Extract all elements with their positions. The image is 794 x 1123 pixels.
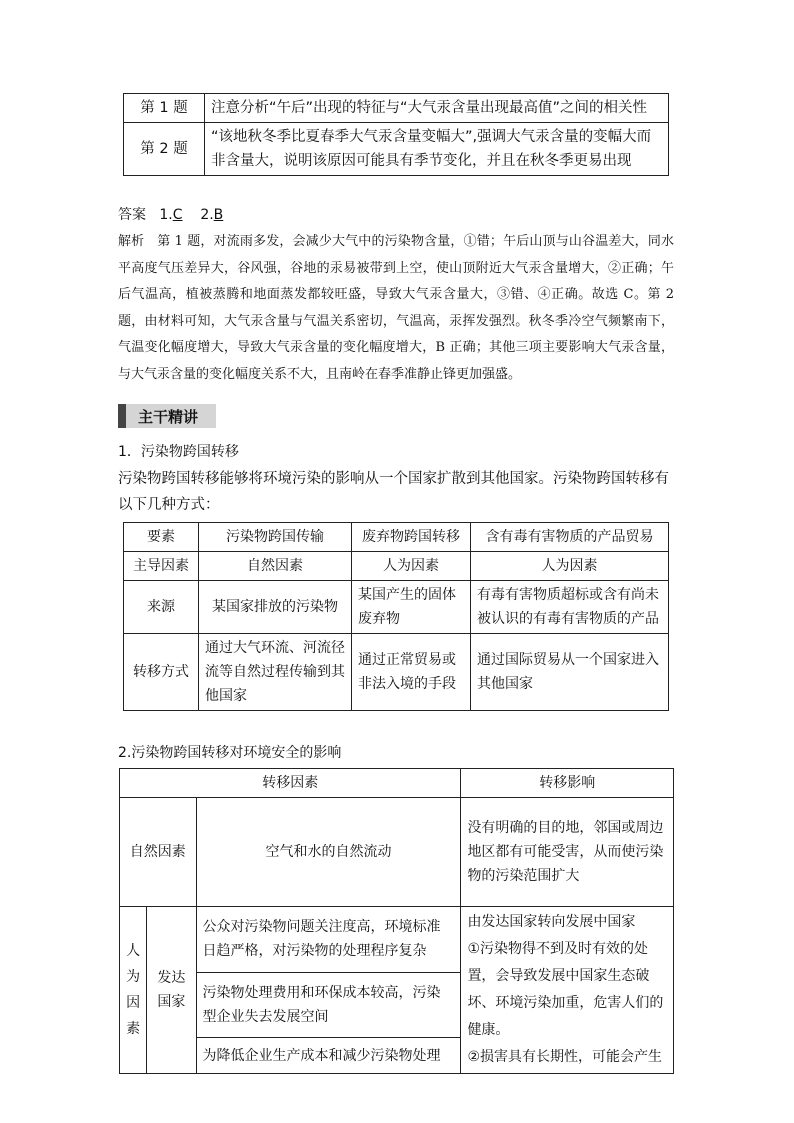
header-cell: 转移影响 <box>461 769 674 798</box>
impact-line: ①污染物得不到及时有效的处置，会导致发展中国家生态破坏、环境污染加重，危害人们的健康。 <box>467 941 664 1038</box>
answer-2-prefix: 2. <box>200 207 214 223</box>
impact-line: ②损害具有长期性，可能会产生 <box>467 1049 662 1065</box>
table-cell: 人为因素 <box>352 552 471 581</box>
header-cell: 含有毒有害物质的产品贸易 <box>471 523 669 552</box>
table-row <box>124 552 669 581</box>
hint-label: 第 1 题 <box>124 94 205 123</box>
table-row <box>124 94 669 123</box>
label-char: 因 <box>126 995 141 1011</box>
banner-title: 主干精讲 <box>138 408 199 426</box>
header-cell: 转移因素 <box>120 769 461 798</box>
table-header-row <box>124 523 669 552</box>
impact-line: 由发达国家转向发展中国家 <box>467 914 636 930</box>
table-cell: 通过国际贸易从一个国家进入其他国家 <box>471 634 669 711</box>
answer-line <box>118 204 223 224</box>
table-cell: 某国家排放的污染物 <box>199 581 352 634</box>
table-header-row <box>120 769 674 798</box>
row-label: 自然因素 <box>120 798 197 907</box>
row-label: 转移方式 <box>124 634 199 711</box>
table-cell: 空气和水的自然流动 <box>196 798 461 907</box>
analysis-paragraph <box>118 229 674 388</box>
label-char: 素 <box>126 1021 141 1037</box>
impact-cell <box>461 907 674 1074</box>
table-row <box>120 798 674 907</box>
label-char: 为 <box>126 969 141 985</box>
analysis-label: 解析 <box>118 234 145 249</box>
table-cell: 某国产生的固体废弃物 <box>352 581 471 634</box>
answer-label: 答案 <box>118 207 146 223</box>
header-cell: 要素 <box>124 523 199 552</box>
label-char: 人 <box>126 943 141 959</box>
table-row <box>124 634 669 711</box>
header-cell: 污染物跨国传输 <box>199 523 352 552</box>
hint-label: 第 2 题 <box>124 123 205 176</box>
table-row <box>120 907 674 973</box>
hint-text: 注意分析“午后”出现的特征与“大气汞含量出现最高值”之间的相关性 <box>205 94 669 123</box>
row-label: 来源 <box>124 581 199 634</box>
header-cell: 废弃物跨国转移 <box>352 523 471 552</box>
table-cell: 自然因素 <box>199 552 352 581</box>
impact-table <box>119 768 674 1074</box>
analysis-text: 第 1 题，对流雨多发，会减少大气中的污染物含量，①错；午后山顶与山谷温差大，同水平高度气压差异大，谷风强，谷地的汞易被带到上空，使山顶附近大气汞含量增大，②正确；午后气温高，植被蒸腾和地面蒸发都较旺盛，导致大气汞含量大，③错、④正确。故选 C。第 2 题，由材料可知，大气汞含量与气温关系密切，气温高，汞挥发强烈。秋冬季冷空气频繁南下，气温变化幅度增大，导致大气汞含量的变化幅度增大，B 正确；其他三项主要影响大气汞含量，与大气汞含量的变化幅度关系不大，且南岭在春季准静止锋更加强盛。 <box>118 234 674 382</box>
table-cell: 通过大气环流、河流径流等自然过程传输到其他国家 <box>199 634 352 711</box>
table-row <box>124 581 669 634</box>
row-label: 主导因素 <box>124 552 199 581</box>
table-cell: 污染物处理费用和环保成本较高，污染型企业失去发展空间 <box>196 972 461 1038</box>
table-cell: 公众对污染物问题关注度高，环境标准日趋严格，对污染物的处理程序复杂 <box>196 907 461 973</box>
section-banner <box>118 404 216 428</box>
answer-2: B <box>213 207 224 223</box>
section2-title: 2.污染物跨国转移对环境安全的影响 <box>118 745 342 761</box>
row-label-vertical <box>120 907 147 1074</box>
hint-text: “该地秋冬季比夏春季大气汞含量变幅大”,强调大气汞含量的变幅大而非含量大，说明该原因可能具有季节变化，并且在秋冬季更易出现 <box>205 123 669 176</box>
table-cell: 通过正常贸易或非法入境的手段 <box>352 634 471 711</box>
table-cell: 没有明确的目的地，邻国或周边地区都有可能受害，从而使污染物的污染范围扩大 <box>461 798 674 907</box>
table-cell: 人为因素 <box>471 552 669 581</box>
table-row <box>124 123 669 176</box>
section1-intro: 污染物跨国转移能够将环境污染的影响从一个国家扩散到其他国家。污染物跨国转移有以下几种方式： <box>118 471 669 513</box>
hint-table <box>123 93 669 176</box>
transfer-methods-table <box>123 522 669 711</box>
answer-1: C <box>172 207 183 223</box>
table-cell: 为降低企业生产成本和减少污染物处理 <box>196 1038 461 1074</box>
answer-1-prefix: 1. <box>159 207 173 223</box>
table-cell: 有毒有害物质超标或含有尚未被认识的有毒有害物质的产品 <box>471 581 669 634</box>
section1-title: 1．污染物跨国转移 <box>118 444 239 460</box>
sub-label: 发达国家 <box>147 907 196 1074</box>
